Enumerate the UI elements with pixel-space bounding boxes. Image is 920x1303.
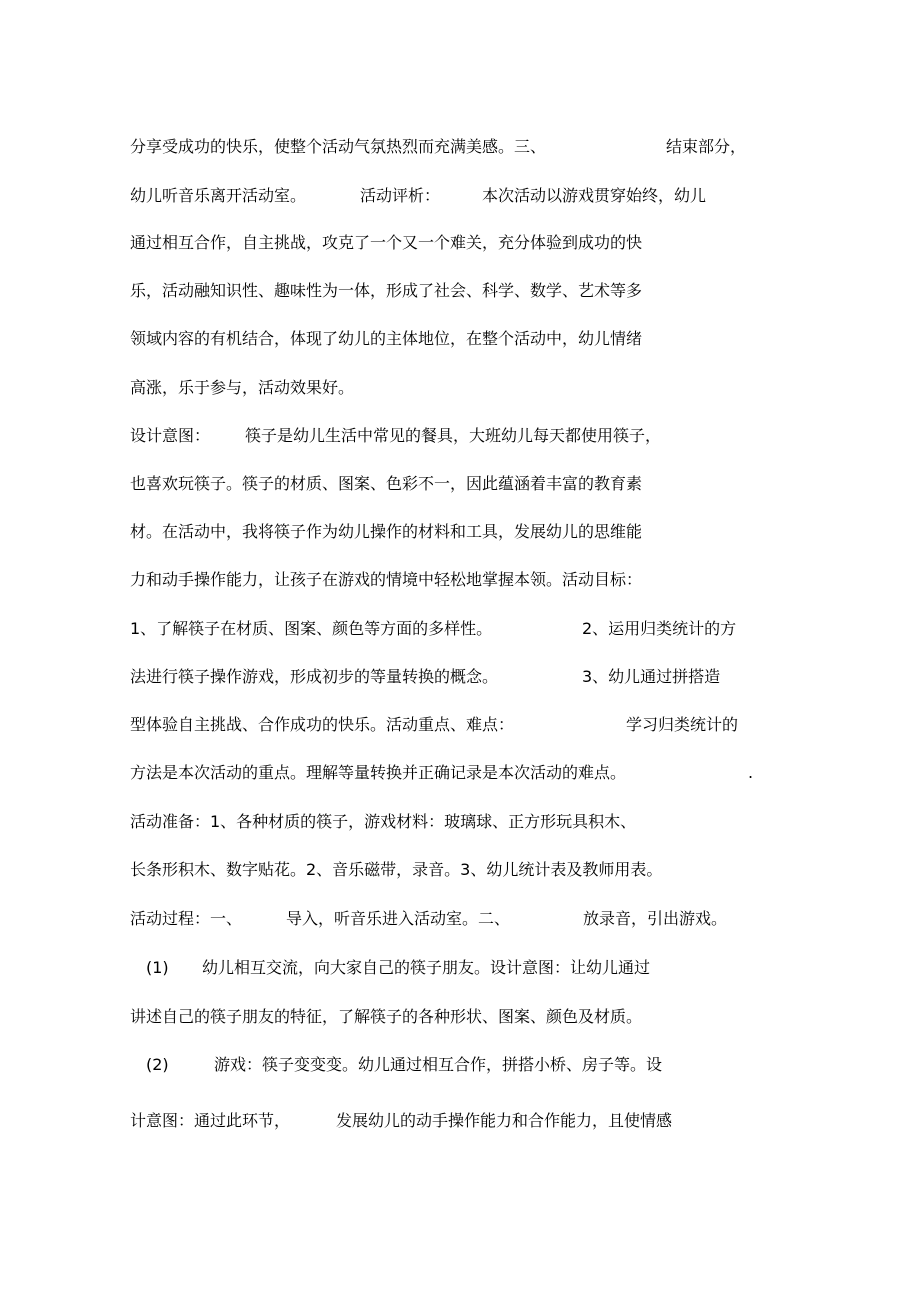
text-line — [0, 565, 920, 595]
text-segment: 分享受成功的快乐，使整个活动气氛热烈而充满美感。三、 — [130, 137, 547, 156]
text-line — [0, 421, 920, 451]
text-segment: . — [748, 763, 754, 782]
text-segment: 法进行筷子操作游戏，形成初步的等量转换的概念。 — [130, 667, 499, 686]
text-segment: 计意图：通过此环节， — [130, 1111, 291, 1130]
text-segment: 游戏：筷子变变变。幼儿通过相互合作，拼搭小桥、房子等。设 — [214, 1055, 663, 1074]
text-line — [0, 181, 920, 211]
text-segment: 本次活动以游戏贯穿始终，幼儿 — [482, 186, 707, 205]
text-segment: 结束部分， — [666, 137, 747, 156]
text-line — [0, 276, 920, 306]
text-segment: (1) — [146, 958, 169, 977]
text-line — [0, 324, 920, 354]
text-segment: 发展幼儿的动手操作能力和合作能力，且使情感 — [336, 1111, 673, 1130]
text-line — [0, 469, 920, 499]
text-segment: 长条形积木、数字贴花。2、音乐磁带，录音。3、幼儿统计表及教师用表。 — [130, 860, 663, 879]
text-segment: 导入，听音乐进入活动室。二、 — [286, 909, 511, 928]
text-segment: 3、幼儿通过拼搭造 — [582, 667, 721, 686]
text-line — [0, 373, 920, 403]
text-line — [0, 953, 920, 983]
text-line — [0, 855, 920, 885]
text-segment: (2) — [146, 1055, 169, 1074]
text-line — [0, 662, 920, 692]
text-segment: 材。在活动中，我将筷子作为幼儿操作的材料和工具，发展幼儿的思维能 — [130, 522, 643, 541]
text-segment: 1、了解筷子在材质、图案、颜色等方面的多样性。 — [130, 619, 493, 638]
text-segment: 通过相互合作，自主挑战，攻克了一个又一个难关，充分体验到成功的快 — [130, 233, 643, 252]
text-segment: 领域内容的有机结合，体现了幼儿的主体地位，在整个活动中，幼儿情绪 — [130, 329, 643, 348]
text-line — [0, 807, 920, 837]
text-line — [0, 710, 920, 740]
text-segment: 学习归类统计的 — [626, 715, 739, 734]
text-segment: 活动过程：一、 — [130, 909, 243, 928]
text-segment: 型体验自主挑战、合作成功的快乐。活动重点、难点： — [130, 715, 515, 734]
text-segment: 乐，活动融知识性、趣味性为一体，形成了社会、科学、数学、艺术等多 — [130, 281, 643, 300]
text-line — [0, 904, 920, 934]
text-line — [0, 614, 920, 644]
text-line — [0, 517, 920, 547]
text-line — [0, 1106, 920, 1136]
text-segment: 讲述自己的筷子朋友的特征，了解筷子的各种形状、图案、颜色及材质。 — [130, 1007, 643, 1026]
text-line — [0, 228, 920, 258]
text-line — [0, 758, 920, 788]
text-segment: 2、运用归类统计的方 — [582, 619, 737, 638]
text-line — [0, 132, 920, 162]
text-line — [0, 1002, 920, 1032]
text-line — [0, 1050, 920, 1080]
text-segment: 活动准备：1、各种材质的筷子，游戏材料：玻璃球、正方形玩具积木、 — [130, 812, 637, 831]
text-segment: 方法是本次活动的重点。理解等量转换并正确记录是本次活动的难点。 — [130, 763, 627, 782]
text-segment: 力和动手操作能力，让孩子在游戏的情境中轻松地掌握本领。活动目标： — [130, 570, 643, 589]
text-segment: 放录音，引出游戏。 — [583, 909, 728, 928]
text-segment: 幼儿听音乐离开活动室。 — [130, 186, 307, 205]
text-segment: 也喜欢玩筷子。筷子的材质、图案、色彩不一，因此蕴涵着丰富的教育素 — [130, 474, 643, 493]
text-segment: 活动评析： — [360, 186, 441, 205]
text-segment: 设计意图： — [130, 426, 211, 445]
text-segment: 筷子是幼儿生活中常见的餐具，大班幼儿每天都使用筷子， — [245, 426, 662, 445]
text-segment: 高涨，乐于参与，活动效果好。 — [130, 378, 355, 397]
text-segment: 幼儿相互交流，向大家自己的筷子朋友。设计意图：让幼儿通过 — [202, 958, 651, 977]
